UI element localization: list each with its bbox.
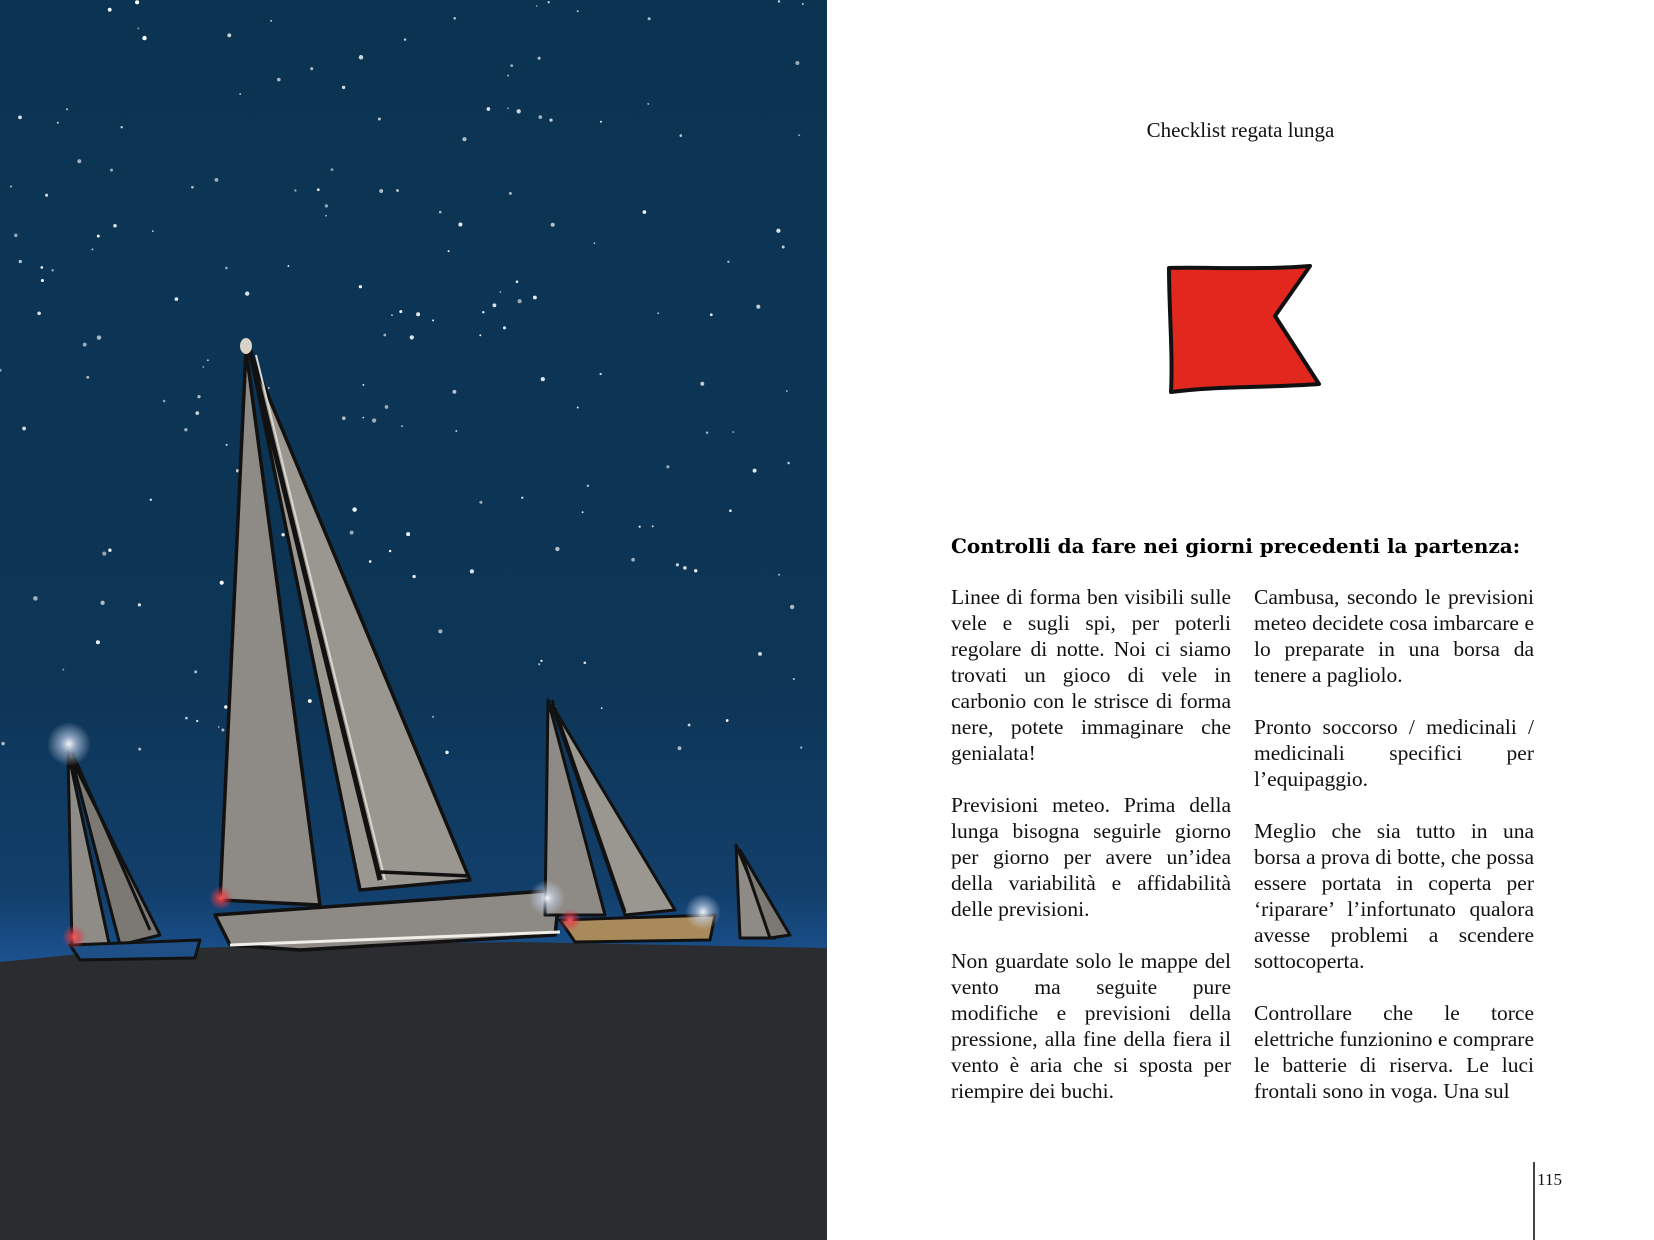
star	[215, 178, 219, 182]
star	[648, 17, 651, 20]
star	[401, 425, 403, 427]
paragraph: Previsioni meteo. Prima della lunga bisogna seguirle giorno per giorno per avere un’idea della variabilità e affidabilità delle previsioni.	[951, 793, 1231, 921]
sea	[0, 942, 827, 1240]
star	[533, 296, 537, 300]
star	[492, 303, 496, 307]
star	[455, 430, 457, 432]
star	[331, 168, 334, 171]
star	[517, 109, 521, 113]
star	[120, 126, 122, 128]
star	[453, 17, 456, 20]
star	[221, 729, 224, 732]
star	[732, 431, 734, 433]
star	[91, 248, 93, 250]
star	[268, 387, 270, 389]
star	[601, 707, 603, 709]
star	[462, 137, 466, 141]
star	[679, 134, 682, 137]
star	[22, 427, 26, 431]
star	[666, 465, 669, 468]
star	[150, 499, 152, 501]
star	[310, 67, 313, 70]
star	[207, 359, 209, 361]
star	[410, 335, 414, 339]
star	[110, 169, 113, 172]
star	[138, 603, 141, 606]
star	[406, 532, 410, 536]
star	[800, 746, 802, 748]
star	[577, 407, 579, 409]
star	[458, 222, 462, 226]
page-number: 115	[1537, 1170, 1562, 1189]
star	[678, 746, 682, 750]
star	[445, 751, 449, 755]
star	[224, 705, 228, 709]
star	[41, 279, 44, 282]
star	[404, 38, 406, 40]
star	[378, 117, 381, 120]
port-light-main	[209, 886, 233, 910]
star	[19, 260, 22, 263]
port-light-right	[559, 909, 581, 931]
star	[518, 299, 522, 303]
star	[787, 462, 790, 465]
star	[185, 717, 188, 720]
star	[359, 55, 364, 60]
star	[195, 411, 199, 415]
star	[631, 558, 635, 562]
star	[549, 118, 552, 121]
star	[706, 432, 708, 434]
star	[391, 314, 393, 316]
paragraph: Linee di forma ben visibili sulle vele e sugli spi, per poterli regolare di notte. Noi ci siamo trovati un gioco di vele in carbonio con le strisce di forma nere, potete immaginare che genialata!	[951, 585, 1231, 765]
star	[776, 229, 780, 233]
star	[270, 20, 272, 22]
star	[778, 574, 780, 576]
star	[793, 678, 795, 680]
star	[83, 343, 87, 347]
star	[138, 748, 141, 751]
star	[277, 78, 281, 82]
masthead-light	[240, 338, 252, 354]
star	[694, 569, 697, 572]
star	[599, 373, 601, 375]
star	[396, 189, 399, 192]
text-column-right	[1254, 584, 1534, 1130]
star	[97, 335, 101, 339]
light-glow-right	[685, 894, 721, 930]
star	[555, 547, 559, 551]
star	[96, 640, 100, 644]
star	[33, 596, 38, 601]
paragraph: Controllare che le torce elettriche funzionino e comprare le batterie di riserva. Le luci frontali sono in voga. Una sul	[1254, 1001, 1534, 1103]
star	[102, 552, 106, 556]
star	[487, 107, 491, 111]
star	[108, 8, 112, 12]
star	[782, 246, 785, 249]
text-page	[827, 0, 1654, 1240]
star	[194, 670, 197, 673]
star	[756, 305, 760, 309]
star	[389, 550, 391, 552]
star	[325, 204, 328, 207]
masthead-glow-left	[47, 722, 91, 766]
star	[479, 334, 481, 336]
margin-rule	[1533, 1162, 1535, 1240]
star	[77, 159, 81, 163]
star	[220, 581, 224, 585]
star	[352, 507, 356, 511]
star	[507, 107, 509, 109]
star	[726, 719, 729, 722]
star	[541, 377, 545, 381]
star	[438, 629, 442, 633]
star	[202, 366, 204, 368]
star	[416, 312, 420, 316]
star	[448, 250, 450, 252]
star	[57, 122, 59, 124]
star	[683, 566, 687, 570]
star	[342, 416, 346, 420]
star	[362, 417, 364, 419]
star	[317, 188, 320, 191]
star	[639, 526, 641, 528]
star	[100, 601, 104, 605]
star	[758, 652, 762, 656]
star	[647, 103, 649, 105]
star	[551, 223, 555, 227]
star	[362, 384, 364, 386]
star	[594, 242, 596, 244]
star	[577, 10, 579, 12]
star	[108, 549, 111, 552]
star	[184, 428, 187, 431]
star	[281, 533, 284, 536]
star	[287, 265, 289, 267]
star	[196, 720, 198, 722]
star	[786, 390, 788, 392]
star	[479, 501, 482, 504]
star	[62, 669, 64, 671]
star	[197, 395, 200, 398]
star	[342, 86, 345, 89]
star	[10, 186, 12, 188]
star	[412, 575, 415, 578]
star	[175, 297, 179, 301]
star	[325, 215, 327, 217]
port-light-left	[62, 925, 86, 949]
star	[548, 1, 550, 3]
star	[308, 699, 312, 703]
star	[729, 509, 732, 512]
star	[97, 235, 100, 238]
section-heading: Controlli da fare nei giorni precedenti la partenza:	[951, 534, 1521, 558]
star	[294, 189, 296, 191]
star	[227, 33, 231, 37]
star	[521, 497, 523, 499]
star	[226, 444, 228, 446]
star	[239, 93, 241, 95]
star	[383, 334, 386, 337]
star	[509, 192, 512, 195]
light-glow-middle	[529, 880, 565, 916]
star	[503, 326, 506, 329]
star	[536, 5, 538, 7]
star	[66, 108, 68, 110]
star	[802, 3, 804, 5]
star	[135, 0, 139, 4]
star	[657, 312, 659, 314]
star	[191, 186, 194, 189]
red-swallowtail-flag-icon	[1165, 264, 1325, 396]
text-column-left	[951, 584, 1231, 1130]
star	[538, 57, 541, 60]
star	[359, 285, 362, 288]
star	[753, 469, 757, 473]
star	[452, 390, 456, 394]
star	[470, 569, 474, 573]
star	[643, 210, 647, 214]
star	[18, 116, 22, 120]
star	[700, 382, 704, 386]
star	[540, 660, 542, 662]
star	[51, 269, 53, 271]
star	[439, 211, 442, 214]
star	[113, 224, 117, 228]
star	[507, 75, 509, 77]
star	[379, 189, 383, 193]
star	[1, 742, 4, 745]
star	[587, 485, 589, 487]
star	[14, 234, 17, 237]
star	[385, 405, 389, 409]
star	[798, 134, 800, 136]
paragraph: Meglio che sia tutto in una borsa a prova di botte, che possa essere portata in coperta per ‘riparare’ l’infortunato qualora avesse problemi a scendere sottocoperta.	[1254, 819, 1535, 973]
star	[499, 291, 501, 293]
star	[142, 36, 146, 40]
star	[432, 319, 434, 321]
star	[582, 511, 584, 513]
paragraph: Pronto soccorso / medicinali / medicinali specifici per l’equipaggio.	[1254, 715, 1534, 791]
star	[516, 280, 519, 283]
star	[163, 400, 166, 403]
star	[225, 267, 228, 270]
star	[245, 291, 249, 295]
star	[727, 261, 729, 263]
star	[795, 61, 799, 65]
star	[152, 230, 154, 232]
star	[86, 376, 89, 379]
star	[676, 563, 679, 566]
star	[583, 661, 586, 664]
star	[40, 266, 43, 269]
paragraph: Non guardate solo le mappe del vento ma seguite pure modifiche e previsioni della pressione, alla fine della fiera il vento è aria che si sposta per riempire dei buchi.	[951, 949, 1231, 1103]
star	[372, 418, 376, 422]
star	[482, 311, 484, 313]
star	[510, 64, 513, 67]
star	[45, 194, 48, 197]
star	[538, 115, 542, 119]
star	[688, 724, 691, 727]
star	[369, 560, 372, 563]
star	[218, 726, 220, 728]
star	[790, 605, 794, 609]
star	[432, 716, 434, 718]
star	[538, 663, 540, 665]
running-head: Checklist regata lunga	[1146, 118, 1335, 142]
star	[137, 27, 139, 29]
star	[350, 531, 354, 535]
star	[710, 313, 713, 316]
star	[37, 311, 41, 315]
star	[600, 121, 602, 123]
star	[399, 310, 402, 313]
paragraph: Cambusa, secondo le previsioni meteo decidete cosa imbarcare e lo preparate in una borsa da tenere a pagliolo.	[1254, 585, 1534, 687]
star	[778, 0, 781, 3]
star	[652, 525, 654, 527]
